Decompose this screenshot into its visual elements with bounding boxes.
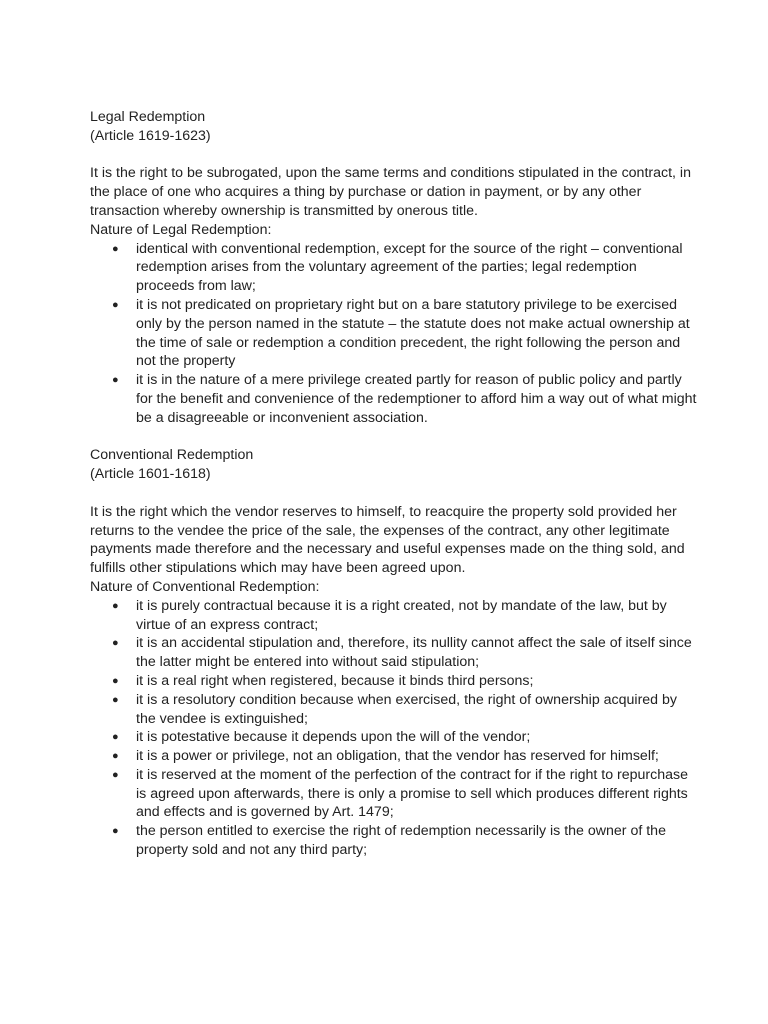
bullet-icon: ●: [112, 599, 119, 612]
bullet-icon: ●: [112, 674, 119, 687]
legal-nature-list: [90, 240, 698, 428]
legal-redemption-header: [90, 108, 698, 146]
list-item: [90, 691, 698, 729]
list-item-text: it is not predicated on proprietary right but on a bare statutory privilege to be exercised only by the person named in the statute – the statute does not make actual ownership at the time of sale or redemption a condition precedent, the right following the person and not the property: [136, 296, 690, 370]
list-item: [90, 296, 698, 371]
list-item: [90, 371, 698, 427]
legal-redemption-nature: [90, 221, 698, 428]
bullet-icon: ●: [112, 693, 119, 706]
list-item-text: it is an accidental stipulation and, therefore, its nullity cannot affect the sale of itself since the latter might be entered into without said stipulation;: [136, 635, 692, 671]
list-item-text: it is a power or privilege, not an obligation, that the vendor has reserved for himself;: [136, 748, 659, 765]
list-item: [90, 634, 698, 672]
conventional-redemption-articles: (Article 1601-1618): [90, 466, 211, 483]
legal-redemption-title: Legal Redemption: [90, 109, 206, 125]
list-item: [90, 747, 698, 766]
list-item-text: identical with conventional redemption, except for the source of the right – conventional redemption arises from the voluntary agreement of the parties; legal redemption proceeds from law;: [136, 240, 683, 295]
bullet-icon: ●: [112, 750, 119, 763]
bullet-icon: ●: [112, 637, 119, 650]
conventional-nature-list: [90, 597, 698, 860]
legal-redemption-definition: It is the right to be subrogated, upon the same terms and conditions stipulated in the contract, in the place of one who acquires a thing by purchase or dation in payment, or by any other transaction whereby ownership is transmitted by onerous title.: [90, 165, 691, 219]
list-item: [90, 597, 698, 635]
bullet-icon: ●: [112, 731, 119, 744]
list-item-text: it is potestative because it depends upon the will of the vendor;: [136, 729, 531, 746]
conventional-redemption-title: Conventional Redemption: [90, 447, 254, 464]
list-item-text: the person entitled to exercise the right of redemption necessarily is the owner of the property sold and not any third party;: [136, 823, 666, 859]
bullet-icon: ●: [112, 768, 119, 781]
bullet-icon: ●: [112, 242, 119, 255]
list-item-text: it is a real right when registered, because it binds third persons;: [136, 672, 534, 689]
list-item-text: it is reserved at the moment of the perfection of the contract for if the right to repurchase is agreed upon afterwards, there is only a promise to sell which produces different rights and effects and is governed by Art. 1479;: [136, 766, 689, 821]
conventional-nature-heading: Nature of Conventional Redemption:: [90, 578, 320, 595]
list-item-text: it is purely contractual because it is a right created, not by mandate of the law, but by virtue of an express contract;: [136, 597, 667, 633]
legal-nature-heading: Nature of Legal Redemption:: [90, 221, 272, 238]
list-item: [90, 240, 698, 296]
bullet-icon: ●: [112, 374, 119, 387]
list-item: [90, 766, 698, 822]
conventional-redemption-header: [90, 446, 698, 484]
list-item-text: it is a resolutory condition because when exercised, the right of ownership acquired by the vendee is extinguished;: [136, 691, 678, 727]
list-item-text: it is in the nature of a mere privilege created partly for reason of public policy and partly for the benefit and convenience of the redemptioner to afford him a way out of what might be a disagreeable or inconvenient association.: [136, 372, 697, 426]
legal-redemption-articles: (Article 1619-1623): [90, 127, 211, 144]
bullet-icon: ●: [112, 825, 119, 838]
list-item: [90, 728, 698, 747]
list-item: [90, 822, 698, 860]
list-item: [90, 672, 698, 691]
bullet-icon: ●: [112, 298, 119, 311]
conventional-redemption-nature: [90, 578, 698, 860]
conventional-redemption-definition: It is the right which the vendor reserves to himself, to reacquire the property sold provided her returns to the vendee the price of the sale, the expenses of the contract, any other legitimate payments made therefore and the necessary and useful expenses made on the thing sold, and fulfills other stipulations which may have been agreed upon.: [90, 503, 685, 577]
